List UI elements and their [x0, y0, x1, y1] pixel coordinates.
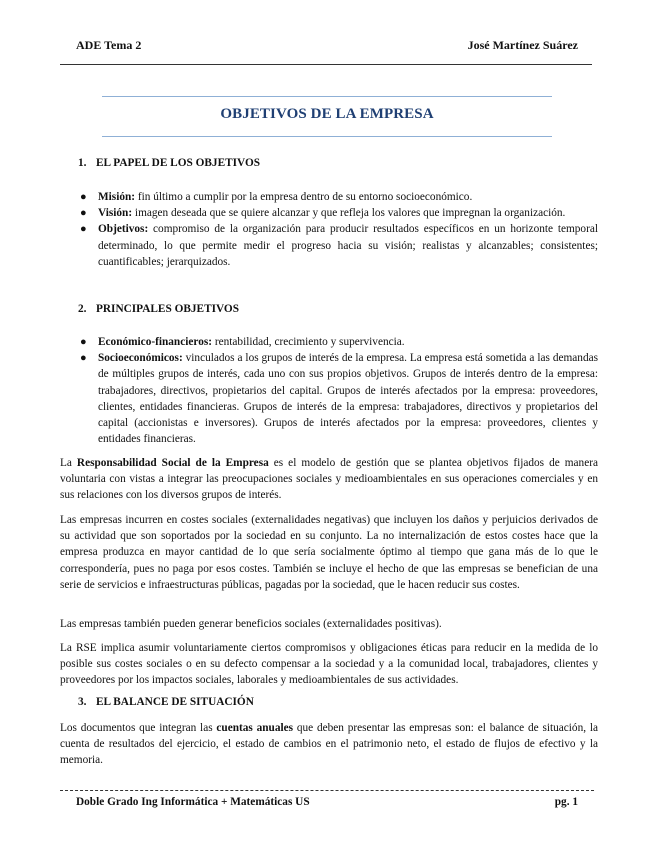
- page-header: [60, 38, 592, 53]
- header-author: José Martínez Suárez: [467, 38, 578, 52]
- term: Objetivos:: [98, 223, 149, 236]
- bullet-icon: ●: [80, 207, 87, 220]
- main-objectives-list: [78, 334, 598, 447]
- text: es el modelo de gestión que se plantea objetivos fijados de manera voluntaria con vistas a integrar las preocupaciones sociales y medioambientales en sus operaciones comerciales y en sus relaciones con los diversos grupos de interés.: [60, 457, 598, 502]
- definition: imagen deseada que se quiere alcanzar y que refleja los valores que impregnan la organización.: [132, 207, 566, 220]
- document-title: OBJETIVOS DE LA EMPRESA: [220, 106, 434, 122]
- list-item: [78, 334, 598, 350]
- paragraph-annual-accounts: [60, 720, 598, 769]
- paragraph-rse-implications: La RSE implica asumir voluntariamente ciertos compromisos y obligaciones éticas para reducir en la medida de lo posible sus costes sociales o en su defecto compensar a la sociedad y a la comunidad local, trabajadores, clientes y proveedores por los impactos sociales, laborales y medioambientales de sus actividades.: [60, 642, 598, 687]
- footer-divider: [60, 790, 594, 791]
- term: Misión:: [98, 191, 136, 203]
- term: Socioeconómicos:: [98, 352, 183, 365]
- section-heading-1: [78, 157, 260, 169]
- bullet-icon: ●: [80, 191, 87, 203]
- list-item: [78, 205, 598, 221]
- section-number: 3.: [78, 696, 87, 708]
- section-heading-2: [78, 303, 239, 315]
- page-number: pg. 1: [554, 796, 578, 808]
- objectives-list: [78, 189, 598, 270]
- footer-degree: Doble Grado Ing Informática + Matemáticas US: [76, 796, 310, 808]
- text: La: [60, 457, 77, 469]
- definition: compromiso de la organización para producir resultados específicos en un horizonte temporal determinado, lo que permite medir el progreso hacia su visión; realistas y alcanzables; consistentes; cuantificables; jerarquizados.: [98, 223, 598, 268]
- bullet-icon: ●: [80, 336, 87, 348]
- section-title: PRINCIPALES OBJETIVOS: [96, 303, 240, 315]
- text: que deben presentar las empresas son: el balance de situación, la cuenta de resultados del ejercicio, el estado de cambios en el patrimonio neto, el estado de flujos de efectivo y la memoria.: [60, 722, 599, 767]
- term: Económico-financieros:: [98, 336, 213, 348]
- definition: vinculados a los grupos de interés de la empresa. La empresa está sometida a las demandas de múltiples grupos de interés, cada uno con sus propios objetivos. Grupos de interés dentro de la empresa: trabajadores, directivos, propietarios del capital. Grupos de interés afectados por la empresa: proveedores, clientes, entidades financieras. Grupos de interés de la empresa: trabajadores, directivos y propietarios del capital (accionistas e inversores). Grupos de interés afectados por la empresa: proveedores, clientes y entidades financieras.: [98, 352, 598, 446]
- list-item: [78, 221, 598, 270]
- paragraph-rse-definition: [60, 455, 598, 504]
- page-footer: [60, 796, 594, 808]
- section-heading-3: [78, 696, 254, 708]
- header-course: ADE Tema 2: [76, 38, 142, 52]
- section-number: 1.: [78, 157, 87, 169]
- section-title: EL PAPEL DE LOS OBJETIVOS: [96, 157, 261, 169]
- definition: fin último a cumplir por la empresa dentro de su entorno socioeconómico.: [135, 191, 473, 203]
- paragraph-social-costs: Las empresas incurren en costes sociales (externalidades negativas) que incluyen los daños y perjuicios derivados de su actividad que son soportados por la sociedad en su conjunto. La no internalización de estos costes hace que la empresa produzca en mayor cantidad de lo que sería socialmente óptimo al tiempo que gana más de lo que le correspondería, pues no paga por esos costes. También se incluye el hecho de que las empresas se benefician de una serie de servicios e infraestructuras públicas, pagadas por la sociedad, que le hacen reducir sus costes.: [60, 514, 598, 591]
- paragraph-social-benefits: Las empresas también pueden generar beneficios sociales (externalidades positivas).: [60, 618, 442, 630]
- text: Los documentos que integran las: [60, 722, 217, 734]
- definition: rentabilidad, crecimiento y supervivencia.: [212, 336, 405, 348]
- term: Responsabilidad Social de la Empresa: [76, 457, 269, 469]
- bullet-icon: ●: [80, 223, 87, 236]
- section-number: 2.: [78, 303, 87, 315]
- title-rule-bottom: [102, 136, 552, 137]
- list-item: [78, 189, 598, 205]
- term: cuentas anuales: [216, 722, 294, 734]
- bullet-icon: ●: [80, 352, 87, 365]
- header-divider: [60, 64, 592, 65]
- title-rule-top: [102, 96, 552, 97]
- term: Visión:: [98, 207, 133, 220]
- list-item: [78, 350, 598, 447]
- section-title: EL BALANCE DE SITUACIÓN: [96, 696, 254, 708]
